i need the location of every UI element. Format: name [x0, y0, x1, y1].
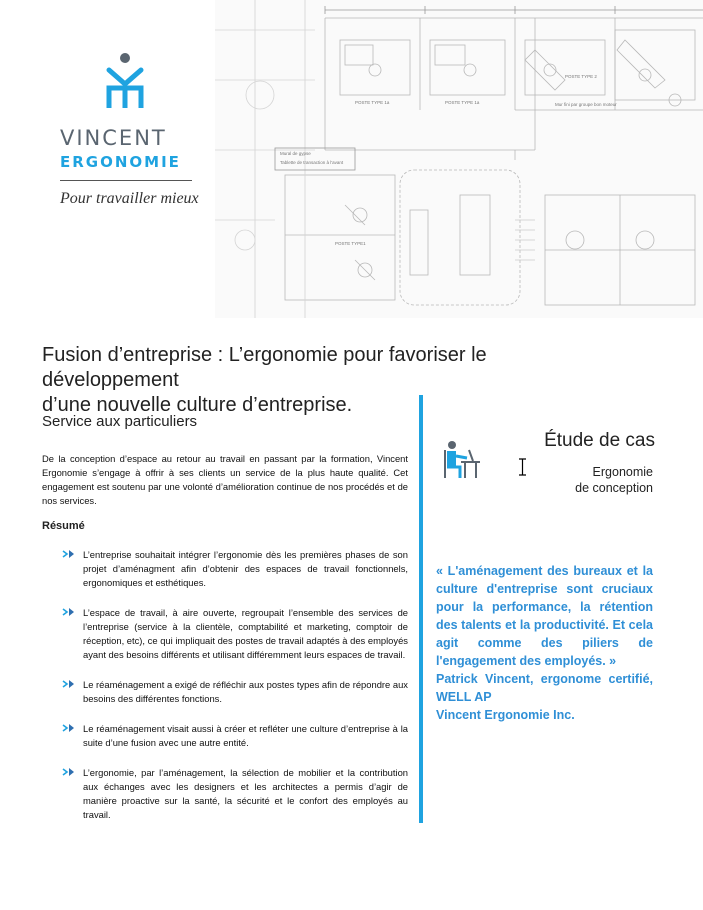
- floor-plan-icon: [215, 0, 703, 318]
- resume-item-text: L’espace de travail, à aire ouverte, regroupait l’ensemble des services de l’entreprise (service à la clientèle, comptabilité et marketing, comptoir de réception, etc), ce qui impliquait des postes de travail adaptés à des employés ayant des besoins différents et utilisant différemment leurs espaces de travail.: [83, 607, 408, 660]
- bullet-arrow-icon: [62, 549, 76, 559]
- page-title-line-2: d’une nouvelle culture d’entreprise.: [42, 394, 353, 416]
- resume-item: [62, 606, 408, 662]
- desk-worker-icon: [443, 440, 481, 480]
- logo-tagline: Pour travailler mieux: [60, 190, 199, 207]
- quote-author: Patrick Vincent, ergonome certifié, WELL AP: [436, 672, 653, 704]
- resume-item-text: Le réaménagement visait aussi à créer et refléter une culture d’entreprise à la suite d’une fusion avec une autre entité.: [83, 723, 408, 748]
- resume-item: [62, 722, 408, 750]
- quote-company: Vincent Ergonomie Inc.: [436, 708, 575, 722]
- resume-item-text: Le réaménagement a exigé de réfléchir aux postes types afin de répondre aux besoins des différentes fonctions.: [83, 679, 408, 704]
- logo-name: VINCENT: [60, 126, 167, 150]
- column-divider: [419, 395, 423, 823]
- testimonial-quote: [436, 562, 653, 724]
- logo-divider: [60, 180, 192, 181]
- bullet-arrow-icon: [62, 767, 76, 777]
- logo-mark-icon: [105, 52, 145, 110]
- resume-item: [62, 766, 408, 822]
- resume-item: [62, 678, 408, 706]
- plan-note-3: Mur fini par groupe bon moteur: [555, 102, 617, 107]
- quote-text: « L'aménagement des bureaux et la culture d'entreprise sont cruciaux pour la performance, la rétention des talents et la productivité. Et cela agit comme des piliers de l'engagement des employés. »: [436, 564, 653, 668]
- bullet-arrow-icon: [62, 679, 76, 689]
- plan-label-4: POSTE TYPE1: [335, 241, 366, 246]
- resume-item-text: L’ergonomie, par l’aménagement, la sélection de mobilier et la contribution aux échanges avec les designers et les architectes a permis d’agir de manière proactive sur la santé, la sécurité et le confort des employés au travail.: [83, 767, 408, 820]
- case-study-subtitle-line-2: de conception: [575, 481, 653, 495]
- resume-list: [62, 548, 408, 838]
- logo-subtitle: ERGONOMIE: [60, 153, 181, 171]
- plan-label-2: POSTE TYPE 1a: [445, 100, 480, 105]
- resume-heading: Résumé: [42, 520, 85, 532]
- plan-note-2: Tablette de transaction à l'avant: [280, 160, 344, 165]
- plan-label-1: POSTE TYPE 1a: [355, 100, 390, 105]
- plan-note-1: Mural de gypse: [280, 151, 311, 156]
- resume-item-text: L’entreprise souhaitait intégrer l’ergonomie dès les premières phases de son projet d’aménagment afin d’obtenir des espaces de travail fonctionnels, ergonomiques et esthétiques.: [83, 549, 408, 588]
- bullet-arrow-icon: [62, 607, 76, 617]
- case-study-title: Étude de cas: [544, 430, 655, 451]
- page-title: [42, 343, 622, 418]
- plan-label-3: POSTE TYPE 2: [565, 74, 597, 79]
- case-study-subtitle-line-1: Ergonomie: [592, 465, 653, 479]
- section-title: Service aux particuliers: [42, 413, 198, 430]
- bullet-arrow-icon: [62, 723, 76, 733]
- page-title-line-1: Fusion d’entreprise : L’ergonomie pour favoriser le développement: [42, 344, 487, 391]
- intro-paragraph: De la conception d’espace au retour au travail en passant par la formation, Vincent Ergonomie s’engage à offrir à ses clients un service de la plus haute qualité. Cet engagement est soutenu par une volonté d’amélioration continue de nos procédés et de nos services.: [42, 453, 408, 506]
- case-study-subtitle: [513, 464, 653, 496]
- resume-item: [62, 548, 408, 590]
